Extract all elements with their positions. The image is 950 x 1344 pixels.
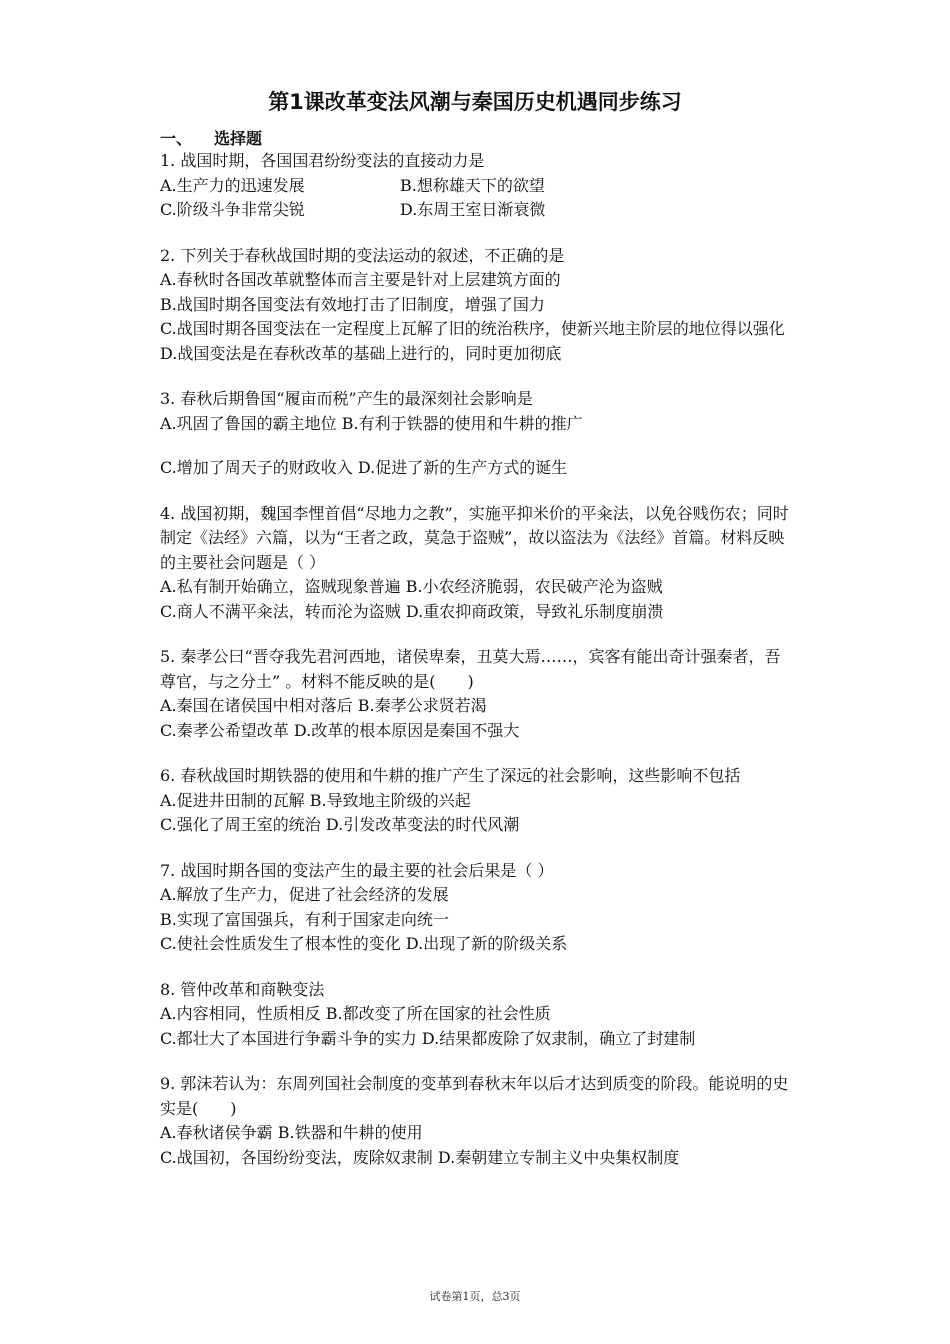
option-row-ab: A.秦国在诸侯国中相对落后 B.秦孝公求贤若渴 <box>160 696 487 715</box>
option-row-ab: A.私有制开始确立，盗贼现象普遍 B.小农经济脆弱，农民破产沦为盗贼 <box>160 577 663 596</box>
question-7 <box>160 859 792 957</box>
option-row-cd: C.秦孝公希望改革 D.改革的根本原因是秦国不强大 <box>160 720 520 740</box>
page-title: 第1课改革变法风潮与秦国历史机遇同步练习 <box>268 90 682 114</box>
option-row-cd: C.增加了周天子的财政收入 D.促进了新的生产方式的诞生 <box>160 458 568 477</box>
question-stem: 9. 郭沫若认为：东周列国社会制度的变革到春秋末年以后才达到质变的阶段。能说明的史实是( ) <box>160 1074 789 1118</box>
option-row-cd: C.战国初，各国纷纷变法，废除奴隶制 D.秦朝建立专制主义中央集权制度 <box>160 1147 680 1167</box>
section-label: 选择题 <box>214 129 263 148</box>
option-a: A.生产力的迅速发展 <box>160 175 305 195</box>
question-2 <box>160 244 792 367</box>
question-stem: 2. 下列关于春秋战国时期的变法运动的叙述，不正确的是 <box>160 245 565 265</box>
question-list <box>160 149 792 1191</box>
option-a: A.春秋时各国改革就整体而言主要是针对上层建筑方面的 <box>160 270 561 289</box>
question-8 <box>160 978 792 1052</box>
question-stem: 7. 战国时期各国的变法产生的最主要的社会后果是（ ） <box>160 860 554 880</box>
question-3 <box>160 387 792 481</box>
option-d: D.战国变法是在春秋改革的基础上进行的，同时更加彻底 <box>160 343 562 363</box>
option-row-ab: A.促进井田制的瓦解 B.导致地主阶级的兴起 <box>160 790 471 810</box>
option-row-cd: C.使社会性质发生了根本性的变化 D.出现了新的阶级关系 <box>160 934 568 953</box>
option-row-ab: A.巩固了鲁国的霸主地位 B.有利于铁器的使用和牛耕的推广 <box>160 413 583 433</box>
section-number: 一、 <box>160 129 193 148</box>
option-b: B.实现了富国强兵，有利于国家走向统一 <box>160 909 449 929</box>
question-5 <box>160 645 792 743</box>
question-stem: 3. 春秋后期鲁国“履亩而税”产生的最深刻社会影响是 <box>160 389 533 408</box>
question-1 <box>160 149 792 223</box>
option-row-cd: C.强化了周王室的统治 D.引发改革变法的时代风潮 <box>160 815 520 834</box>
option-row-cd: C.商人不满平籴法，转而沦为盗贼 D.重农抑商政策，导致礼乐制度崩溃 <box>160 601 664 621</box>
option-c: C.阶级斗争非常尖锐 <box>160 200 305 219</box>
option-b: B.战国时期各国变法有效地打击了旧制度，增强了国力 <box>160 294 545 314</box>
spacer <box>160 436 792 456</box>
question-9 <box>160 1072 792 1170</box>
question-stem: 8. 管仲改革和商鞅变法 <box>160 979 325 999</box>
question-6 <box>160 764 792 838</box>
option-c: C.战国时期各国变法在一定程度上瓦解了旧的统治秩序，使新兴地主阶层的地位得以强化 <box>160 319 785 338</box>
option-b: B.想称雄天下的欲望 <box>400 175 545 195</box>
option-row-cd: C.都壮大了本国进行争霸斗争的实力 D.结果都废除了奴隶制，确立了封建制 <box>160 1028 696 1048</box>
question-stem: 1. 战国时期，各国国君纷纷变法的直接动力是 <box>160 151 485 170</box>
page-footer: 试卷第1页，总3页 <box>429 1290 521 1303</box>
question-stem: 5. 秦孝公曰“晋夺我先君河西地，诸侯卑秦，丑莫大焉……，宾客有能出奇计强秦者，吾尊官，与之分土” 。材料不能反映的是( ) <box>160 647 781 691</box>
option-row <box>160 198 792 223</box>
option-d: D.东周王室日渐衰微 <box>400 200 546 219</box>
question-4 <box>160 502 792 625</box>
option-row <box>160 174 792 199</box>
question-stem: 6. 春秋战国时期铁器的使用和牛耕的推广产生了深远的社会影响，这些影响不包括 <box>160 766 741 785</box>
section-heading <box>160 127 262 151</box>
option-a: A.解放了生产力，促进了社会经济的发展 <box>160 885 449 904</box>
option-row-ab: A.内容相同，性质相反 B.都改变了所在国家的社会性质 <box>160 1004 551 1023</box>
question-stem: 4. 战国初期，魏国李悝首倡“尽地力之教”，实施平抑米价的平籴法，以免谷贱伤农；同时制定《法经》六篇，以为“王者之政，莫急于盗贼”，故以盗法为《法经》首篇。材料反映的主要社会问题是（ ） <box>160 503 789 572</box>
option-row-ab: A.春秋诸侯争霸 B.铁器和牛耕的使用 <box>160 1123 423 1142</box>
